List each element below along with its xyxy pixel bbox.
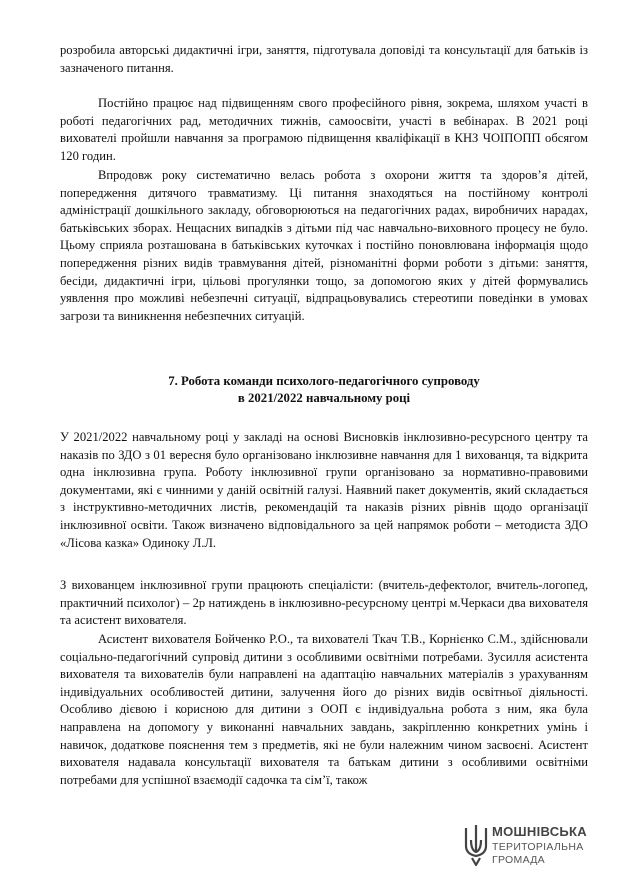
paragraph-5: З вихованцем інклюзивної групи працюють спеціалісти: (вчитель-дефектолог, вчитель-логопед, практичний психолог) – 2р натиждень в інклюзивно-ресурсному центрі м.Черкаси два вихователя та асистент вихователя. xyxy=(60,578,588,628)
paragraph-1: розробила авторські дидактичні ігри, заняття, підготувала доповіді та консультації для батьків із зазначеного питання. xyxy=(60,43,588,75)
community-logo xyxy=(462,822,612,870)
paragraph-3: Впродовж року систематично велась робота з охорони життя та здоров’я дітей, попередження дитячого травматизму. Ці питання знаходяться на постійному контролі адміністрації дошкільного закладу, обговорюються на педагогічних радах, виробничих нарадах, батьківських зборах. Нещасних випадків з дітьми під час навчально-виховного процесу не було. Цьому сприяла розташована в батьківських куточках і постійно поновлювана інформація щодо попередження різних видів травмування дітей, різноманітні форми роботи з дітьми: заняття, бесіди, дидактичні ігри, цільові прогулянки тощо, за допомогою яких у дітей формувались уявлення про можливі небезпечні ситуації, відпрацьовувались стереотипи поведінки в умовах загрози та виникнення небезпечних ситуацій. xyxy=(60,168,588,323)
trident-emblem-icon xyxy=(462,822,490,868)
logo-line-3: ГРОМАДА xyxy=(492,854,545,866)
paragraph-2: Постійно працює над підвищенням свого професійного рівня, зокрема, шляхом участі в роботі педагогічних рад, методичних тижнів, самоосвіти, участі в вебінарах. В 2021 році вихователі пройшли навчання за програмою підвищення кваліфікації в КНЗ ЧОІПОПП обсягом 120 годин. xyxy=(60,96,588,163)
section-heading-line-2: в 2021/2022 навчальному році xyxy=(237,391,411,405)
logo-line-1: МОШНІВСЬКА xyxy=(492,824,587,839)
section-heading-line-1: 7. Робота команди психолого-педагогічного супроводу xyxy=(168,374,480,388)
paragraph-6: Асистент вихователя Бойченко Р.О., та вихователі Ткач Т.В., Корнієнко С.М., здійснювали соціально-педагогічний супровід дитини з особливими освітніми потребами. Зусилля асистента вихователя та вихователів були направлені на адаптацію навчальних матеріалів з урахуванням індивідуальних особливостей дитини, залучення його до різних видів освітньої діяльності. Особливо дієвою і корисною для дитини з ООП є індивідуальна робота з ним, яка була направлена на допомогу у виконанні навчальних завдань, закріпленню конкретних умінь і навичок, додаткове пояснення тем з предметів, які не були належним чином засвоєні. Асистент вихователя надавала консультації вихователя та батькам дитини з особливими освітніми потребами для успішної взаємодії садочка та сім’ї, також xyxy=(60,632,588,787)
paragraph-4: У 2021/2022 навчальному році у закладі на основі Висновків інклюзивно-ресурсного центру та наказів по ЗДО з 01 вересня було організовано інклюзивне навчання для 1 вихованця, та відкрита одна інклюзивна група. Роботу інклюзивної групи організовано за нормативно-правовими документами, які є чинними у даній освітній галузі. Наявний пакет документів, який складається з інструктивно-методичних листів, рекомендацій та наказів різних рівнів щодо організації інклюзивної освіти. Також визначено відповідального за цей напрямок роботи – методиста ЗДО «Лісова казка» Одиноку Л.Л. xyxy=(60,430,588,550)
logo-line-2: ТЕРИТОРІАЛЬНА xyxy=(492,841,584,853)
